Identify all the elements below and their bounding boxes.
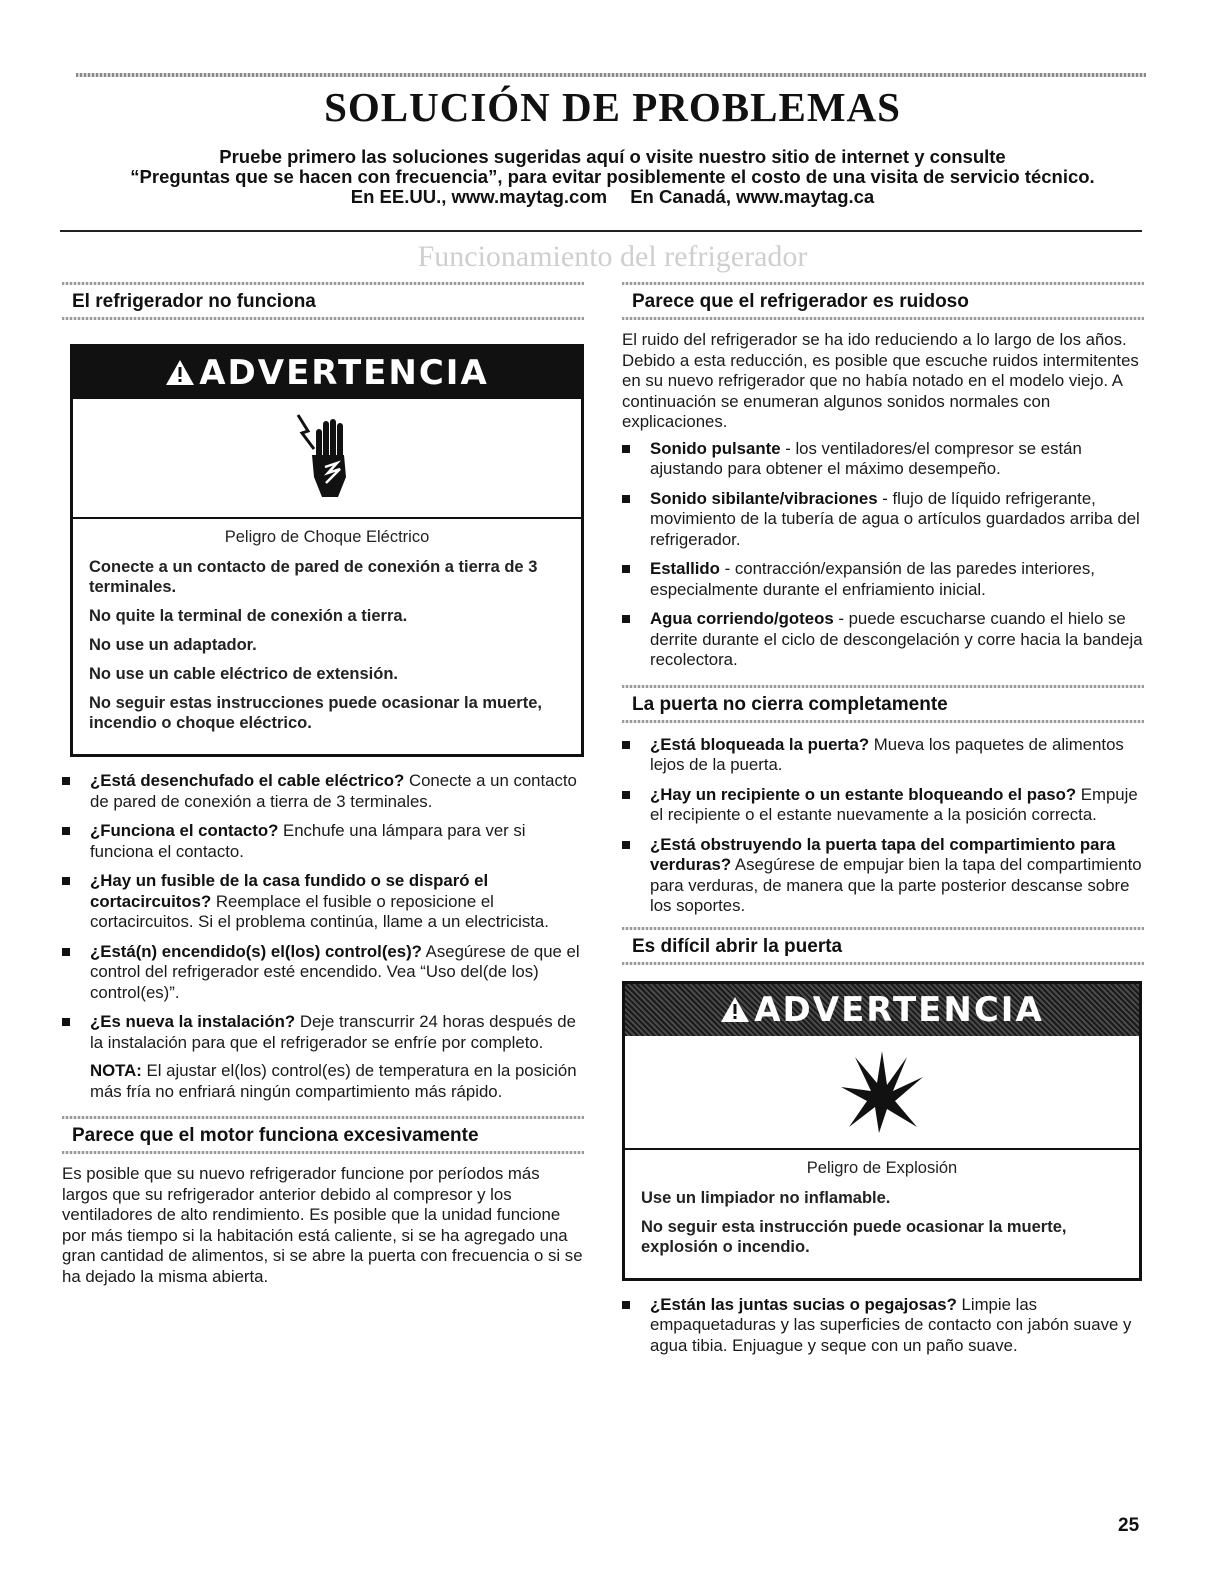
- warning-box-explosion: [622, 981, 1142, 1281]
- warning-line: No quite la terminal de conexión a tierra.: [89, 607, 408, 625]
- warning-line: No seguir esta instrucción puede ocasionar la muerte, explosión o incendio.: [641, 1217, 1067, 1256]
- warning-text: [625, 1150, 1139, 1278]
- note-label: NOTA:: [90, 1061, 142, 1080]
- not-working-checklist: [62, 771, 584, 1102]
- bullet-square-icon: [62, 1018, 70, 1026]
- warning-triangle-icon: [165, 359, 195, 386]
- section-title: Funcionamiento del refrigerador: [417, 240, 808, 273]
- warning-triangle-icon: [720, 996, 750, 1023]
- bullet-square-icon: [622, 615, 630, 623]
- warning-header: [625, 984, 1139, 1036]
- list-item: Agua corriendo/goteos - puede escucharse cuando el hielo se derrite durante el ciclo de descongelación y corre hacia la bandeja recolectora.: [622, 609, 1144, 671]
- warning-pictogram-row: [73, 399, 581, 519]
- electrical-shock-hand-icon: [292, 411, 362, 506]
- list-item: ¿Hay un recipiente o un estante bloqueando el paso? Empuje el recipiente o el estante nuevamente a la posición correcta.: [622, 785, 1144, 826]
- intro-line-1: Pruebe primero las soluciones sugeridas aquí o visite nuestro sitio de internet y consulte: [219, 146, 1006, 167]
- page-number: 25: [1118, 1515, 1140, 1536]
- noise-paragraph: El ruido del refrigerador se ha ido reduciendo a lo largo de los años. Debido a esta reducción, es posible que escuche ruidos intermitentes en su nuevo refrigerador que no había notado en el modelo viejo. A continuación se enumeran algunos sonidos normales con explicaciones.: [622, 330, 1139, 431]
- warning-line: No use un adaptador.: [89, 636, 257, 654]
- hazard-title: Peligro de Choque Eléctrico: [224, 528, 430, 546]
- warning-pictogram-row: [625, 1036, 1139, 1150]
- list-item: Sonido pulsante - los ventiladores/el compresor se están ajustando para obtener el máximo desempeño.: [622, 439, 1144, 480]
- left-column: [62, 282, 584, 1287]
- warning-header-text: ADVERTENCIA: [199, 353, 489, 393]
- warning-line: No seguir estas instrucciones puede ocasionar la muerte, incendio o choque eléctrico.: [89, 694, 542, 732]
- list-item: Sonido sibilante/vibraciones - flujo de líquido refrigerante, movimiento de la tubería de agua o artículos guardados arriba del refrigerador.: [622, 489, 1144, 551]
- intro-block: [60, 147, 1165, 207]
- warning-box-electrical: [70, 344, 584, 757]
- bullet-square-icon: [62, 827, 70, 835]
- motor-paragraph: Es posible que su nuevo refrigerador funcione por períodos más largos que su refrigerador anterior debido al compresor y los ventiladores de alto rendimiento. Es posible que la unidad funcione por más tiempo si la habitación está caliente, si se ha agregado una gran cantidad de alimentos, si se abre la puerta con frecuencia o si se ha dejado la misma abierta.: [62, 1164, 583, 1286]
- bullet-square-icon: [62, 948, 70, 956]
- explosion-icon: [837, 1047, 927, 1137]
- bullet-square-icon: [622, 565, 630, 573]
- bullet-square-icon: [622, 741, 630, 749]
- warning-header: [73, 347, 581, 399]
- list-item: Estallido - contracción/expansión de las paredes interiores, especialmente durante el enfriamiento inicial.: [622, 559, 1144, 600]
- header-divider: [60, 230, 1142, 232]
- warning-text: [73, 519, 581, 754]
- page-title: SOLUCIÓN DE PROBLEMAS: [324, 84, 901, 130]
- intro-line-2: “Preguntas que se hacen con frecuencia”, para evitar posiblemente el costo de una visita de servicio técnico.: [130, 166, 1095, 187]
- door-checklist: [622, 735, 1144, 917]
- bullet-square-icon: [622, 1301, 630, 1309]
- warning-header-text: ADVERTENCIA: [754, 989, 1044, 1030]
- bullet-square-icon: [622, 445, 630, 453]
- intro-websites: [60, 187, 1165, 207]
- sounds-list: [622, 439, 1144, 671]
- heading-door-not-closing: La puerta no cierra completamente: [622, 685, 1144, 723]
- website-canada[interactable]: En Canadá, www.maytag.ca: [630, 186, 875, 207]
- right-column: [622, 282, 1144, 1365]
- top-dotted-rule: [76, 73, 1146, 77]
- warning-line: Conecte a un contacto de pared de conexión a tierra de 3 terminales.: [89, 558, 538, 596]
- heading-door-hard-to-open: Es difícil abrir la puerta: [622, 927, 1144, 965]
- list-item: ¿Está(n) encendido(s) el(los) control(es)? Asegúrese de que el control del refrigerador esté encendido. Vea “Uso del(de los) control(es)”.: [62, 942, 584, 1004]
- list-item: ¿Es nueva la instalación? Deje transcurrir 24 horas después de la instalación para que el refrigerador se enfríe por completo. NOTA: El ajustar el(los) control(es) de temperatura en la posición más fría no enfriará ningún compartimiento más rápido.: [62, 1012, 584, 1102]
- bullet-square-icon: [622, 791, 630, 799]
- note: [90, 1061, 584, 1102]
- bullet-square-icon: [62, 877, 70, 885]
- note-text: El ajustar el(los) control(es) de temperatura en la posición más fría no enfriará ningún compartimiento más rápido.: [90, 1061, 577, 1101]
- bullet-square-icon: [622, 841, 630, 849]
- list-item: ¿Están las juntas sucias o pegajosas? Limpie las empaquetaduras y las superficies de contacto con jabón suave y agua tibia. Enjuague y seque con un paño suave.: [622, 1295, 1144, 1357]
- hard-to-open-checklist: [622, 1295, 1144, 1357]
- bullet-square-icon: [622, 495, 630, 503]
- website-us[interactable]: En EE.UU., www.maytag.com: [350, 186, 608, 207]
- warning-line: Use un limpiador no inflamable.: [641, 1188, 891, 1207]
- warning-line: No use un cable eléctrico de extensión.: [89, 665, 399, 683]
- bullet-square-icon: [62, 777, 70, 785]
- list-item: ¿Hay un fusible de la casa fundido o se disparó el cortacircuitos? Reemplace el fusible o reposicione el cortacircuitos. Si el problema continúa, llame a un electricista.: [62, 871, 584, 933]
- heading-refrigerator-not-working: El refrigerador no funciona: [62, 282, 584, 320]
- list-item: ¿Está obstruyendo la puerta tapa del compartimiento para verduras? Asegúrese de empujar bien la tapa del compartimiento para verduras, de manera que la parte posterior descanse sobre los soportes.: [622, 835, 1144, 917]
- heading-motor-runs-excessively: Parece que el motor funciona excesivamente: [62, 1116, 584, 1154]
- heading-refrigerator-noisy: Parece que el refrigerador es ruidoso: [622, 282, 1144, 320]
- list-item: ¿Está bloqueada la puerta? Mueva los paquetes de alimentos lejos de la puerta.: [622, 735, 1144, 776]
- hazard-title: Peligro de Explosión: [806, 1158, 958, 1177]
- list-item: ¿Funciona el contacto? Enchufe una lámpara para ver si funciona el contacto.: [62, 821, 584, 862]
- list-item: ¿Está desenchufado el cable eléctrico? Conecte a un contacto de pared de conexión a tierra de 3 terminales.: [62, 771, 584, 812]
